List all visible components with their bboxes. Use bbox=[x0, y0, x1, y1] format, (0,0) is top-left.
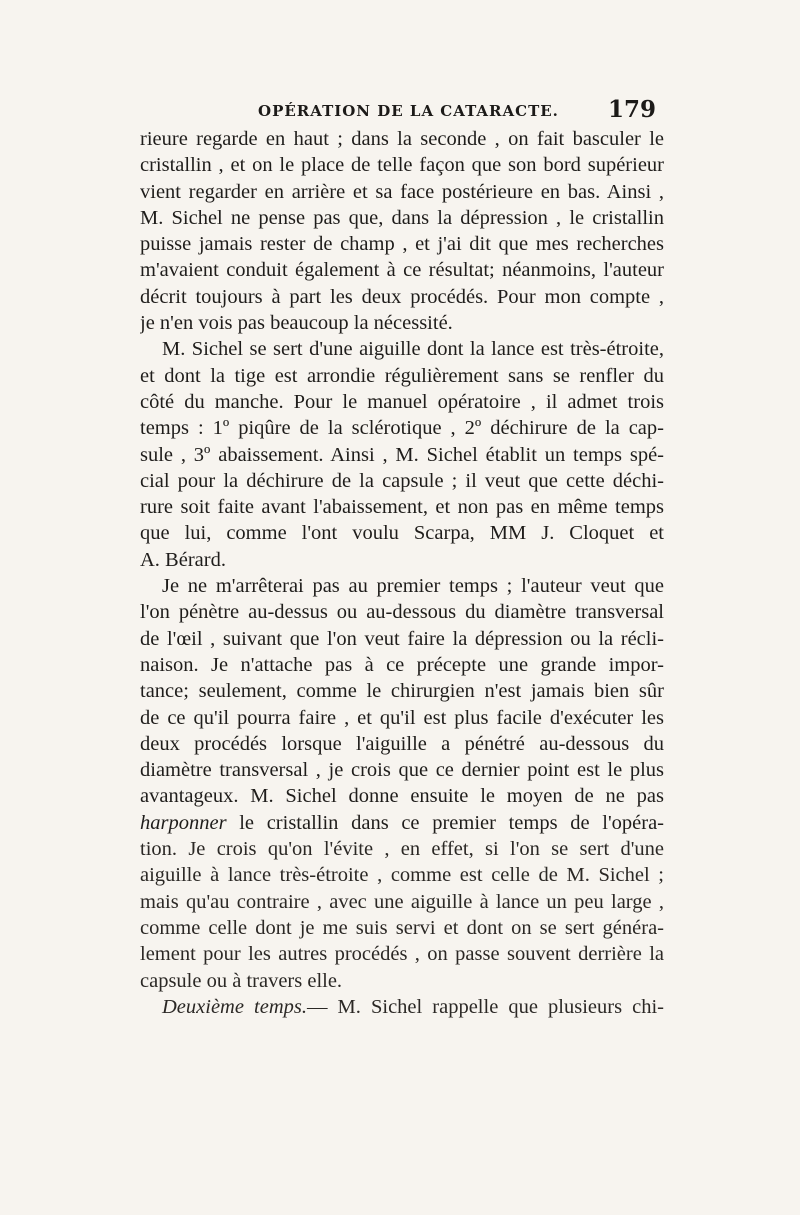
text-line: et dont la tige est arrondie régulièrement sans se renfler du bbox=[140, 364, 664, 387]
text-line: deux procédés lorsque l'aiguille a pénétré au-dessous du bbox=[140, 732, 664, 755]
text-line: mais qu'au contraire , avec une aiguille à lance un peu large , bbox=[140, 890, 664, 913]
body-text bbox=[140, 126, 664, 1041]
text-line: de ce qu'il pourra faire , et qu'il est plus facile d'exécuter les bbox=[140, 706, 664, 729]
text-line-rest: le cristallin dans ce premier temps de l'opéra- bbox=[239, 811, 664, 834]
section-heading: Deuxième temps. bbox=[162, 995, 307, 1018]
text-line: cristallin , et on le place de telle façon que son bord supérieur bbox=[140, 154, 664, 177]
text-line: de l'œil , suivant que l'on veut faire la dépression ou la récli- bbox=[140, 627, 664, 650]
text-line bbox=[140, 994, 664, 1020]
italic-term: harponner bbox=[140, 811, 227, 834]
text-line: m'avaient conduit également à ce résultat; néanmoins, l'auteur bbox=[140, 259, 664, 282]
text-line: vient regarder en arrière et sa face postérieure en bas. Ainsi , bbox=[140, 180, 664, 203]
text-line-rest: — M. Sichel rappelle que plusieurs chi- bbox=[306, 995, 664, 1018]
page-number: 179 bbox=[607, 96, 656, 123]
text-line: M. Sichel se sert d'une aiguille dont la lance est très-étroite, bbox=[162, 338, 664, 361]
text-line bbox=[140, 810, 664, 836]
text-line: capsule ou à travers elle. bbox=[140, 969, 343, 992]
text-line: puisse jamais rester de champ , et j'ai dit que mes recherches bbox=[140, 233, 664, 256]
text-line: A. Bérard. bbox=[140, 548, 226, 571]
text-line: temps : 1º piqûre de la sclérotique , 2º déchirure de la cap- bbox=[140, 417, 664, 440]
text-line: tion. Je crois qu'on l'évite , en effet, si l'on se sert d'une bbox=[140, 838, 664, 861]
text-line: l'on pénètre au-dessus ou au-dessous du diamètre transversal bbox=[140, 601, 664, 624]
text-line: avantageux. M. Sichel donne ensuite le moyen de ne pas bbox=[140, 785, 664, 808]
text-line: lement pour les autres procédés , on passe souvent derrière la bbox=[140, 943, 664, 966]
text-line: comme celle dont je me suis servi et dont on se sert généra- bbox=[140, 916, 664, 939]
text-line: rure soit faite avant l'abaissement, et non pas en même temps bbox=[140, 496, 664, 519]
text-line: cial pour la déchirure de la capsule ; il veut que cette déchi- bbox=[140, 469, 664, 492]
text-line: côté du manche. Pour le manuel opératoire , il admet trois bbox=[140, 390, 664, 413]
text-line: que lui, comme l'ont voulu Scarpa, MM J. Cloquet et bbox=[140, 522, 664, 545]
text-line: diamètre transversal , je crois que ce dernier point est le plus bbox=[140, 759, 664, 782]
text-line: Je ne m'arrêterai pas au premier temps ; l'auteur veut que bbox=[162, 575, 664, 598]
text-line: naison. Je n'attache pas à ce précepte une grande impor- bbox=[140, 653, 664, 676]
text-line: aiguille à lance très-étroite , comme est celle de M. Sichel ; bbox=[140, 864, 664, 887]
text-line: M. Sichel ne pense pas que, dans la dépression , le cristallin bbox=[140, 206, 664, 229]
text-line: tance; seulement, comme le chirurgien n'est jamais bien sûr bbox=[140, 680, 664, 703]
running-head bbox=[140, 96, 656, 126]
text-line: décrit toujours à part les deux procédés. Pour mon compte , bbox=[140, 285, 664, 308]
running-title: OPÉRATION DE LA CATARACTE. bbox=[258, 102, 559, 120]
text-line: je n'en vois pas beaucoup la nécessité. bbox=[140, 312, 453, 335]
text-line: sule , 3º abaissement. Ainsi , M. Sichel établit un temps spé- bbox=[140, 443, 664, 466]
text-line: rieure regarde en haut ; dans la seconde , on fait basculer le bbox=[140, 128, 664, 150]
